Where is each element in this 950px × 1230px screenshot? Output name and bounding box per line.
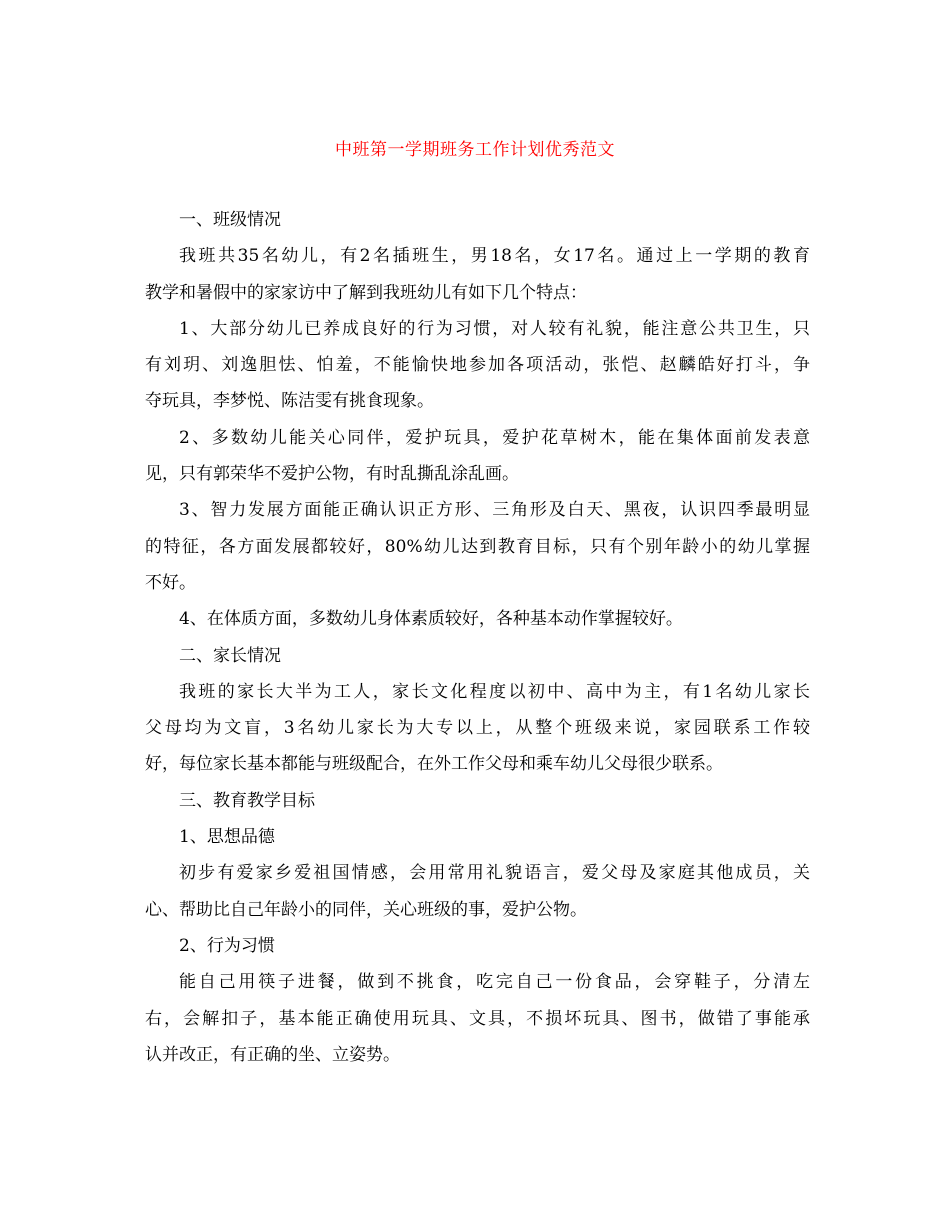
document-body (145, 202, 810, 1073)
text-line: 1、思想品德 (179, 827, 275, 848)
text-line: 的特征，各方面发展都较好，80%幼儿达到教育目标，只有个别年龄小的幼儿掌握 (145, 536, 810, 557)
text-line: 一、班级情况 (179, 210, 281, 230)
text-line: 2、行为习惯 (179, 935, 275, 956)
text-line: 我班共35名幼儿，有2名插班生，男18名，女17名。通过上一学期的教育 (179, 246, 810, 267)
text-line: 右，会解扣子，基本能正确使用玩具、文具，不损坏玩具、图书，做错了事能承 (145, 1008, 810, 1029)
text-line: 认并改正，有正确的坐、立姿势。 (145, 1044, 400, 1065)
text-line: 2、多数幼儿能关心同伴，爱护玩具，爱护花草树木，能在集体面前发表意 (179, 427, 810, 448)
text-line: 夺玩具，李梦悦、陈洁雯有挑食现象。 (145, 391, 434, 412)
text-line: 好，每位家长基本都能与班级配合，在外工作父母和乘车幼儿父母很少联系。 (145, 754, 723, 775)
text-line: 能自己用筷子进餐，做到不挑食，吃完自己一份食品，会穿鞋子，分清左 (179, 972, 810, 993)
text-line: 我班的家长大半为工人，家长文化程度以初中、高中为主，有1名幼儿家长 (179, 681, 810, 702)
text-line: 父母均为文盲，3名幼儿家长为大专以上，从整个班级来说，家园联系工作较 (145, 718, 810, 739)
text-line: 3、智力发展方面能正确认识正方形、三角形及白天、黑夜，认识四季最明显 (179, 500, 810, 521)
text-line: 初步有爱家乡爱祖国情感，会用常用礼貌语言，爱父母及家庭其他成员，关 (179, 863, 810, 884)
text-line: 心、帮助比自己年龄小的同伴，关心班级的事，爱护公物。 (145, 899, 587, 920)
text-line: 1、大部分幼儿已养成良好的行为习惯，对人较有礼貌，能注意公共卫生，只 (179, 318, 810, 339)
text-line: 4、在体质方面，多数幼儿身体素质较好，各种基本动作掌握较好。 (179, 609, 683, 630)
text-line: 有刘玥、刘逸胆怯、怕羞，不能愉快地参加各项活动，张恺、赵麟皓好打斗，争 (145, 355, 810, 376)
text-line: 见，只有郭荣华不爱护公物，有时乱撕乱涂乱画。 (145, 464, 519, 485)
text-line: 教学和暑假中的家家访中了解到我班幼儿有如下几个特点： (145, 282, 587, 303)
text-line: 不好。 (145, 572, 196, 593)
text-line: 二、家长情况 (179, 645, 281, 666)
document-title: 中班第一学期班务工作计划优秀范文 (335, 140, 615, 160)
text-line: 三、教育教学目标 (179, 790, 315, 811)
